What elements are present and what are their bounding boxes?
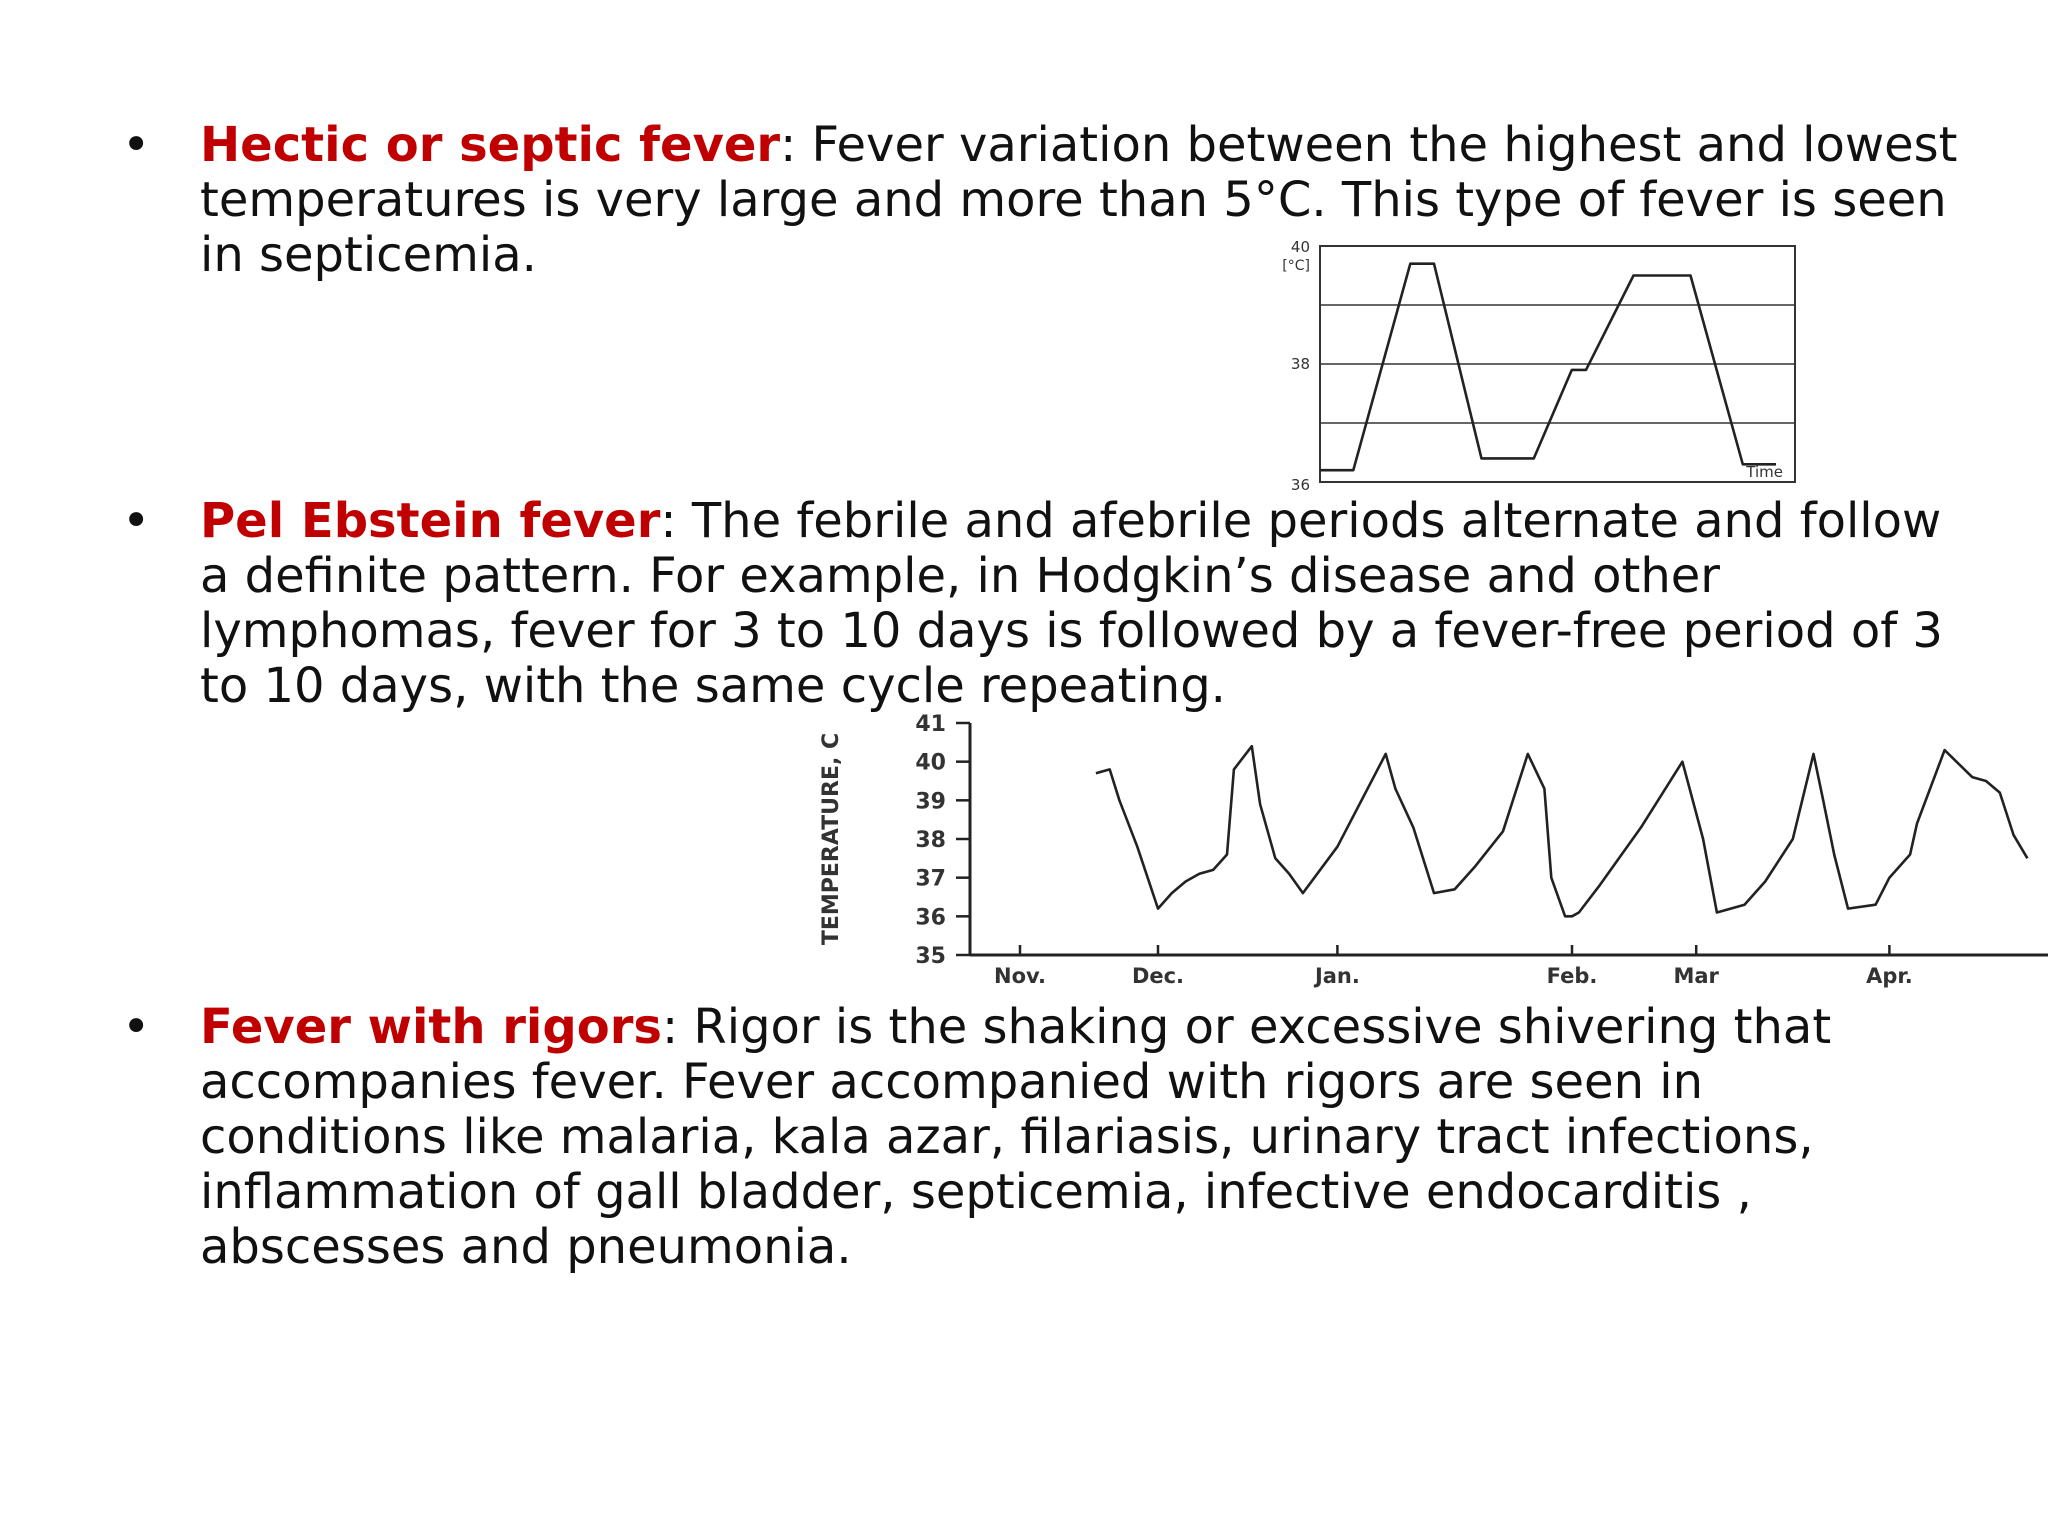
bullet-symbol: •: [122, 999, 151, 1055]
hectic-fever-chart: [1280, 238, 1820, 494]
term-hectic-fever: Hectic or septic fever: [200, 117, 781, 173]
y-tick-label: 39: [915, 789, 946, 815]
temperature-line: [1096, 746, 2028, 916]
bullet-fever-with-rigors: [122, 999, 1960, 1275]
x-tick-label: Apr.: [1866, 964, 1913, 988]
x-tick-label: Mar: [1673, 964, 1719, 988]
y-tick-label: 37: [915, 866, 946, 892]
text-pel-ebstein-fever: : The febrile and afebrile periods alternate and follow a definite pattern. For example, in Hodgkin’s disease and other lymphomas, fever for 3 to 10 days is followed by a fever-free period of 3 to 10 days, with the same cycle repeating.: [200, 493, 1943, 714]
y-axis-label: TEMPERATURE, C: [819, 732, 844, 946]
bullet-symbol: •: [122, 493, 151, 549]
x-tick-label: Nov.: [994, 964, 1046, 988]
x-tick-label: Feb.: [1546, 964, 1598, 988]
bullet-pel-ebstein-fever: [122, 493, 1960, 714]
y-tick-label: 40: [915, 750, 946, 776]
x-tick-label: Dec.: [1131, 964, 1185, 988]
y-tick-label: 38: [915, 828, 946, 853]
term-fever-with-rigors: Fever with rigors: [200, 999, 662, 1055]
y-tick-label: 35: [915, 944, 946, 969]
y-tick-label: 40: [1290, 238, 1310, 256]
text-fever-with-rigors: : Rigor is the shaking or excessive shivering that accompanies fever. Fever accompanied with rigors are seen in conditions like malaria, kala azar, filariasis, urinary tract infections, inflammation of gall bladder, septicemia, infective endocarditis , abscesses and pneumonia.: [200, 999, 1832, 1275]
temperature-line: [1320, 264, 1776, 471]
x-axis-label: Time: [1746, 463, 1783, 481]
y-axis-label: [°C]: [1282, 258, 1310, 274]
term-pel-ebstein-fever: Pel Ebstein fever: [200, 493, 661, 549]
bullet-symbol: •: [122, 117, 151, 173]
text-hectic-fever: : Fever variation between the highest and lowest temperatures is very large and more than 5°C. This type of fever is seen in septicemia.: [200, 117, 1958, 283]
y-tick-label: 38: [1290, 355, 1310, 373]
x-tick-label: Jan.: [1314, 964, 1360, 988]
y-tick-label: 36: [915, 905, 946, 931]
y-tick-label: 36: [1290, 476, 1310, 494]
pel-ebstein-chart: [790, 712, 2048, 990]
y-tick-label: 41: [915, 712, 946, 737]
